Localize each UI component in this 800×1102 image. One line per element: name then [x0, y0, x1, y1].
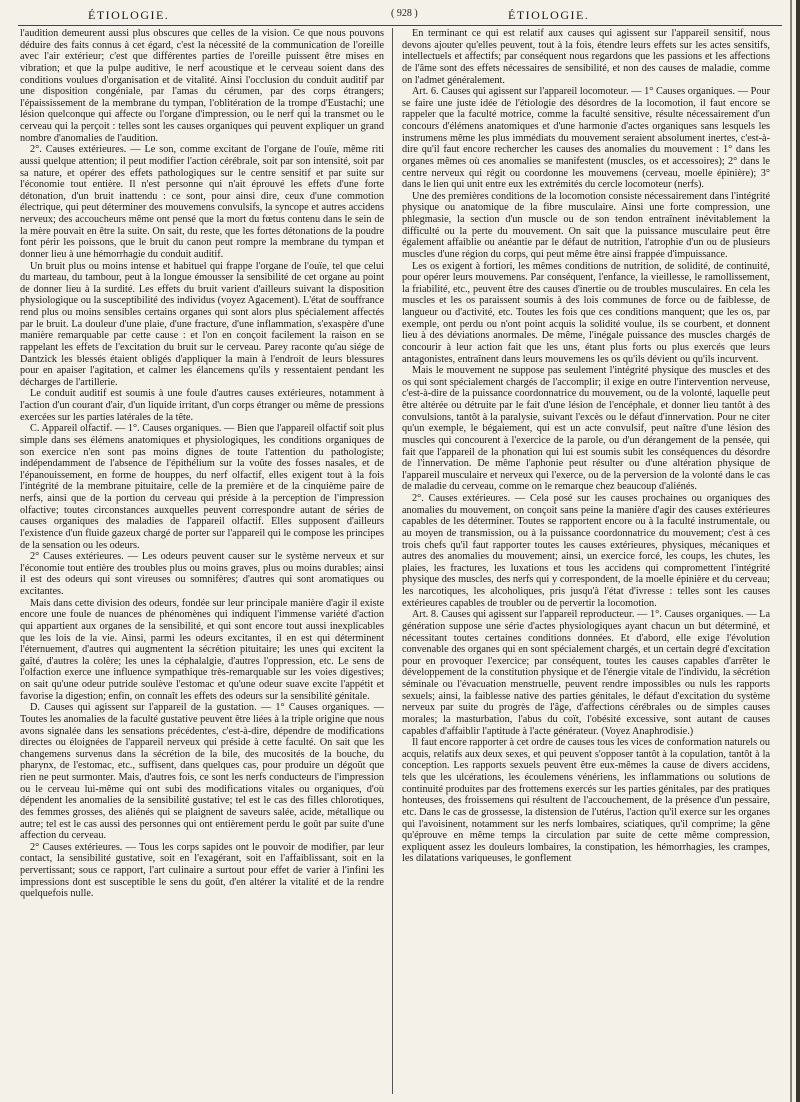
paragraph: C. Appareil olfactif. — 1°. Causes organiques. — Bien que l'appareil olfactif soit plus simple dans ses élémens anatomiques et physiologiques, les conditions organiques de son exercice n'en sont pas moins dignes de toute l'attention du pathologiste; indépendamment de l'absence de l'épithélium sur la voûte des fosses nasales, et de l'épanouissement, en forme de houppes, du nerf olfactif, elles exigent tout à la fois l'intégrité de la membrane pituitaire, celle de la première et de la cinquième paire de nerfs, ainsi que de la portion du cerveau qui préside à la perception de l'impression olfactive; toutes circonstances auxquelles peuvent correspondre autant de séries de causes organiques des maladies de l'appareil olfactif. Elles supposent d'ailleurs l'existence d'un fluide gazeux chargé de porter sur l'appareil qui le compose les principes de la sensation ou les odeurs.: [20, 423, 384, 551]
paragraph: Le conduit auditif est soumis à une foule d'autres causes extérieures, notamment à l'action d'un courant d'air, d'un liquide irritant, d'un corps étranger ou même de pressions exercées sur les parties latérales de la tête.: [20, 388, 384, 423]
column-divider: [392, 28, 393, 1094]
right-column: [402, 28, 770, 1094]
paragraph: Mais dans cette division des odeurs, fondée sur leur principale manière d'agir il existe encore une foule de nuances de phénomènes qui indiquent l'immense variété d'action qui appartient aux organes de la sensibilité, et qui sont encore tout aussi inexplicables que les lois de la vie. Ainsi, parmi les odeurs excitantes, il en est qui déterminent l'éternuement, d'autres qui augmentent la sécrétion pituitaire; les unes qui excitent la gaîté, d'autres la colère; les unes la céphalalgie, d'autres l'oppression, etc. Le sens de l'olfaction exerce une influence sympathique très-remarquable sur les voies digestives; on sait qu'une odeur putride soulève l'estomac et qu'une odeur suave excite l'appétit et favorise la digestion; enfin, on connaît les effets des odeurs sur la sensibilité génitale.: [20, 597, 384, 702]
running-header: [18, 6, 782, 26]
page-edge-shadow: [790, 0, 792, 1102]
paragraph: En terminant ce qui est relatif aux causes qui agissent sur l'appareil sensitif, nous devons ajouter qu'elles peuvent, tout à la fois, étendre leurs effets sur les actes sensitifs, intellectuels et affectifs; par conséquent nous regardons que les passions et les affections de l'âme sont des effets nécessaires de sensibilité, et non des causes de maladie, comme on l'admet généralement.: [402, 28, 770, 86]
header-left-title: ÉTIOLOGIE.: [88, 8, 170, 22]
paragraph: Il faut encore rapporter à cet ordre de causes tous les vices de conformation naturels ou acquis, relatifs aux deux sexes, et qui peuvent s'opposer tantôt à la copulation, tantôt à la conception. Les rapports sexuels peuvent être eux-mêmes la cause de divers accidens, tels que les ulcérations, les écoulemens vénériens, les inflammations ou solutions de continuité produites par des frottemens exercés sur les parties génitales, par des pratiques honteuses, des froissemens qui résultent de l'accouchement, de la présence d'un pessaire, etc. Dans le cas de grossesse, la distension de l'utérus, l'action qu'il exerce sur les organes qui l'avoisinent, notamment sur les nerfs lombaires, sciatiques, qu'il comprime; la gêne qu'éprouve en même temps la circulation par suite de cette même compression, expliquent assez les douleurs lombaires, la constipation, les hémorrhagies, les crampes, les dilatations variqueuses, le gonflement: [402, 737, 770, 865]
paragraph: D. Causes qui agissent sur l'appareil de la gustation. — 1° Causes organiques. — Toutes les anomalies de la faculté gustative peuvent être liées à la triple origine que nous avons signalée dans les sensations précédentes, c'est-à-dire, dépendre de modifications directes ou éloignées de l'appareil nerveux qui préside à cette faculté. On sait que les changemens survenus dans la sécrétion de la bile, des mucosités de la bouche, du pharynx, de l'estomac, etc., suffisent, dans quelques cas, pour produire un dégoût que rien ne peut surmonter. Mais, d'autres fois, ce sont les nerfs conducteurs de l'impression ou le cerveau lui-même qui ont subi des modifications vitales ou organiques, d'où dépendent les anomalies de la sensibilité gustative; tel est le cas des filles chlorotiques, des femmes grosses, des aliénés qui se plaignent de saveurs salée, acide, métallique ou autre; tel est le cas aussi des personnes qui ont entièrement perdu le goût par suite d'une affection du cerveau.: [20, 702, 384, 842]
paragraph: Art. 8. Causes qui agissent sur l'appareil reproducteur. — 1°. Causes organiques. — La génération suppose une série d'actes physiologiques ayant chacun un but déterminé, et nécessitant toutes certaines conditions données. Et d'abord, elle exige l'évolution convenable des organes qui en sont spécialement chargés, et un certain degré d'excitation pour en provoquer l'exercice; par conséquent, toutes les causes capables d'arrêter le développement de la constitution physique et de l'énergie vitale de l'individu, la sécrétion séminale ou l'évacuation menstruelle, peuvent rendre impossibles ou nuls les rapports sexuels; ainsi, la faiblesse native des parties génitales, le défaut d'excitation du système nerveux par suite du progrès de l'âge, d'affections cérébrales ou de simples causes morales; la masturbation, l'abus du coït, l'obésité excessive, sont autant de causes capables d'affaiblir l'aptitude à l'acte générateur. (Voyez Anaphrodisie.): [402, 609, 770, 737]
paragraph: 2°. Causes extérieures. — Cela posé sur les causes prochaines ou organiques des anomalies du mouvement, on conçoit sans peine la manière d'agir des causes extérieures capables de les déterminer. Toutes se rapportent encore ou à la faculté instrumentale, ou au moyen de transmission, ou à la puissance coordonnatrice du mouvement; c'est à ces trois chefs qu'il faut rapporter toutes les causes extérieures, physiques, mécaniques et autres des anomalies du mouvement; ainsi, un exercice forcé, les coups, les chutes, les plaies, les fractures, les luxations et tous les accidens qui compromettent l'intégrité physique des muscles, des nerfs qui y correspondent, de la moelle épinière et du cerveau; les narcotiques, les alcoholiques, pris jusqu'à l'état d'ivresse : telles sont les causes extérieures capables de troubler ou de pervertir la locomotion.: [402, 493, 770, 609]
paragraph: 2° Causes extérieures. — Tous les corps sapides ont le pouvoir de modifier, par leur contact, la sensibilité gustative, soit en l'exagérant, soit en l'affaiblissant, soit en la pervertissant; sous ce rapport, l'art culinaire a surtout pour effet de varier à l'infini les impressions dont est susceptible le sens du goût, d'en altérer la vitalité et de la rendre quelquefois nulle.: [20, 841, 384, 900]
paragraph: Les os exigent à fortiori, les mêmes conditions de nutrition, de solidité, de continuité, pour opérer leurs mouvemens. Par conséquent, l'enfance, la vieillesse, le ramollissement, la friabilité, etc., peuvent être des causes d'inertie ou de troubles musculaires. En cela les muscles et les os paraissent soumis à des lois communes de force ou de faiblesse, de langueur ou d'activité, etc. Toutes les fois que ces conditions manquent; que les os, par exemple, ont perdu ou n'ont point acquis la solidité voulue, ils se courbent, et donnent lieu à des déviations anormales. De même, l'inégale puissance des muscles chargés de concourir à leur action fait que les uns, étant plus forts ou plus exercés que leurs antagonistes, entraînent dans leurs mouvemens les os qu'ils dévient ou qu'ils incurvent.: [402, 260, 770, 365]
page-number: ( 928 ): [391, 8, 418, 19]
header-rule: [18, 25, 782, 26]
paragraph: Un bruit plus ou moins intense et habituel qui frappe l'organe de l'ouïe, tel que celui du marteau, du tambour, peut à la longue émousser la sensibilité de cet organe au point de donner lieu à la surdité. Les effets du bruit varient d'ailleurs suivant la disposition physiologique ou la susceptibilité des individus (voyez Agacement). L'état de souffrance rend plus ou moins sensibles certains organes qui sont alors plus spécialement affectés par le bruit. La douleur d'une plaie, d'une fracture, d'une inflammation, s'exaspère d'une manière remarquable par cette cause : et l'on en conçoit facilement la raison en se rappelant les effets de l'excitation du bruit sur le cerveau. Parey raconte qu'au siége de Dantzick les blessés étaient obligés d'appliquer la main à l'endroit de leurs blessures pour en apaiser l'agitation, et calmer les élancemens qu'ils y ressentaient pendant les décharges de l'artillerie.: [20, 260, 384, 388]
header-right-title: ÉTIOLOGIE.: [508, 8, 590, 22]
paragraph: l'audition demeurent aussi plus obscures que celles de la vision. Ce que nous pouvons déduire des faits connus à cet égard, c'est la nécessité de la communication de l'oreille avec l'air extérieur; c'est que différentes parties de l'oreille puissent être mises en vibration; et que la pulpe auditive, le nerf acoustique et le cerveau soient dans des conditions voulues d'organisation et de vitalité. Ainsi l'occlusion du conduit auditif par une disposition congéniale, par l'amas du cérumen, par des corps étrangers; l'épaississement de la membrane du tympan, l'oblitération de la trompe d'Eustachi; une lésion quelconque qui affecte ou l'organe d'impression, ou le nerf qui la transmet ou le cerveau qui la perçoit : telles sont les causes organiques qui peuvent expliquer un grand nombre d'anomalies de l'audition.: [20, 28, 384, 144]
page-edge: [796, 0, 800, 1102]
paragraph: 2° Causes extérieures. — Les odeurs peuvent causer sur le système nerveux et sur l'économie tout entière des troubles plus ou moins graves, plus ou moins durables; ainsi il est des odeurs qui sont vireuses ou somnifères; d'autres qui sont aromatiques ou excitantes.: [20, 551, 384, 597]
left-column: [20, 28, 384, 1094]
paragraph: Mais le mouvement ne suppose pas seulement l'intégrité physique des muscles et des os qui sont spécialement chargés de l'accomplir; il exige en outre l'intervention nerveuse, c'est-à-dire de la puissance coordonnatrice du mouvement, ou de la volonté, laquelle peut être altérée ou détruite par le fait d'une lésion de l'encéphale, et donner lieu tantôt à des convulsions, tantôt à la paralysie, suivant l'excès ou le défaut d'innervation. Pour ne citer qu'un exemple, le bégaiement, qui est un acte convulsif, peut naître d'une lésion des muscles qui concourent à l'exercice de la parole, ou d'un dérangement de la pensée, qui fait que l'appareil de la phonation qui lui est soumis subit les conséquences du désordre de l'innervation. De même l'aphonie peut résulter ou d'une altération physique de l'appareil musculaire et nerveux qui l'exerce, ou de la perversion de la volonté dans le cas de maladie du cerveau, comme on le remarque chez beaucoup d'aliénés.: [402, 365, 770, 493]
paragraph: 2°. Causes extérieures. — Le son, comme excitant de l'organe de l'ouïe, même riti aussi quelque attention; il peut modifier l'action cérébrale, soit par son intensité, soit par sa nature, et opérer des effets pathologiques sur le centre sensitif et par suite sur l'économie tout entière. Il n'est personne qui n'ait éprouvé les effets d'une forte détonation, d'un bruit inattendu : ce sont, pour ainsi dire, ceux d'une commotion électrique, qui peut déterminer des mouvemens convulsifs, la syncope et autres accidens nerveux; des accoucheurs même ont pensé que la mort du fœtus contenu dans le sein de la mère pouvait en être la suite. On sait, du reste, que les fortes détonations de la poudre font périr les poissons, que le bruit du canon peut rompre la membrane du tympan et donner lieu à une hémorrhagie du conduit auditif.: [20, 144, 384, 260]
paragraph: Une des premières conditions de la locomotion consiste nécessairement dans l'intégrité physique ou anatomique de la fibre musculaire. Ainsi une forte compression, une phlegmasie, la section d'un muscle ou de son tendon entraînent inévitablement la difficulté ou la perte du mouvement. On sait que la puissance musculaire peut être également affaiblie ou anéantie par le défaut de nutrition, l'atrophie d'un ou de plusieurs muscles d'une région du corps, qui peut même être ainsi frappée d'impuissance.: [402, 190, 770, 260]
paragraph: Art. 6. Causes qui agissent sur l'appareil locomoteur. — 1° Causes organiques. — Pour se faire une juste idée de l'étiologie des désordres de la locomotion, il faut encore se rappeler que la faculté motrice, comme la faculté sensitive, résulte nécessairement d'un concours d'élémens anatomiques et d'une harmonie d'actes organiques sans lesquels les instrumens même les plus immédiats du mouvement seraient absolument inertes, c'est-à-dire qu'il faut encore rechercher les causes des anomalies du mouvement : 1° dans les organes mêmes où ces anomalies se manifestent (muscles, os et accessoires); 2° dans le centre nerveux qui régit ou coordonne les mouvemens (cerveau, moelle épinière); 3° dans le lien qui unit entre eux les extrémités du cercle locomoteur (nerfs).: [402, 86, 770, 191]
